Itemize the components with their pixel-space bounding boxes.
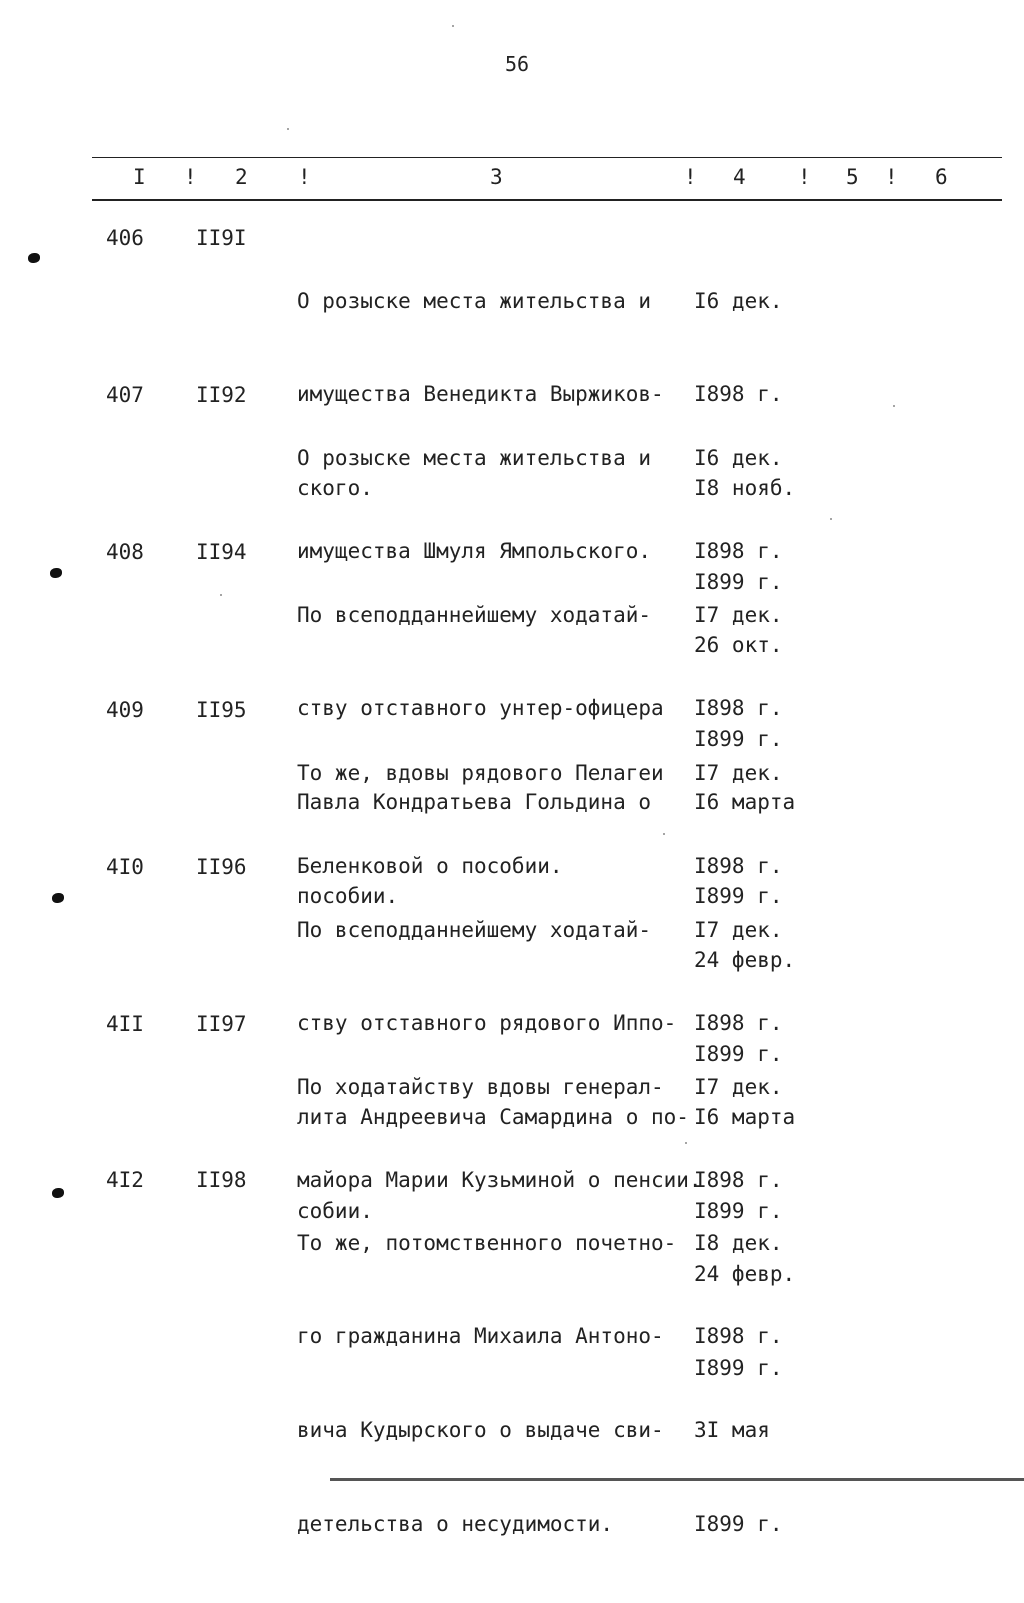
record-number: 4II [106, 1012, 144, 1036]
date-line: I899 г. [694, 1199, 783, 1224]
date-line: I898 г. [694, 696, 783, 721]
title-line: По ходатайству вдовы генерал- [297, 1074, 664, 1099]
header-col-2: 2 [235, 165, 248, 189]
title-line: То же, потомственного почетно- [297, 1230, 677, 1255]
date-line: I899 г. [694, 570, 783, 595]
record-number: 409 [106, 698, 144, 722]
punch-hole-mark [28, 253, 40, 263]
title-line: ству отставного унтер-офицера [297, 696, 664, 721]
title-line: го гражданина Михаила Антоно- [297, 1324, 664, 1349]
case-number: II9I [196, 226, 247, 250]
scan-speck [830, 518, 832, 520]
date-line: I898 г. [694, 1011, 783, 1036]
title-line: По всеподданнейшему ходатай- [297, 917, 652, 942]
title-line: вича Кудырского о выдаче сви- [297, 1418, 664, 1443]
title-line: По всеподданнейшему ходатай- [297, 602, 652, 627]
date-line: I898 г. [694, 854, 783, 879]
title-line: лита Андреевича Самардина о по- [297, 1105, 689, 1130]
record-number: 4I2 [106, 1168, 144, 1192]
record-number: 406 [106, 226, 144, 250]
date-line: I899 г. [694, 1356, 783, 1381]
date-line: I899 г. [694, 1512, 783, 1537]
date-line: 26 окт. [694, 633, 783, 658]
date-line: I7 дек. [694, 760, 783, 785]
record-number: 4I0 [106, 855, 144, 879]
title-line: О розыске места жительства и [297, 445, 652, 470]
scan-speck [220, 594, 222, 596]
header-col-3: 3 [490, 165, 503, 189]
date-line: I7 дек. [694, 917, 783, 942]
header-separator: ! [885, 165, 898, 189]
title-line: детельства о несудимости. [297, 1512, 614, 1537]
header-top-rule [92, 157, 1002, 158]
record-title [297, 1165, 676, 1603]
date-line: 24 февр. [694, 948, 796, 973]
case-number: II97 [196, 1012, 247, 1036]
header-col-4: 4 [733, 165, 746, 189]
record-number: 408 [106, 540, 144, 564]
title-line: пособии. [297, 884, 399, 909]
case-number: II92 [196, 383, 247, 407]
date-line: 3I мая [694, 1418, 770, 1443]
case-number: II96 [196, 855, 247, 879]
title-line: Беленковой о пособии. [297, 854, 563, 879]
case-number: II94 [196, 540, 247, 564]
title-line: имущества Шмуля Ямпольского. [297, 539, 652, 564]
scan-speck [452, 25, 454, 27]
column-header-row [0, 165, 1024, 191]
scan-speck [893, 405, 895, 407]
date-line: I6 дек. [694, 445, 783, 470]
date-line: I899 г. [694, 727, 783, 752]
case-number: II98 [196, 1168, 247, 1192]
date-line: I7 дек. [694, 602, 783, 627]
date-line: I6 марта [694, 790, 796, 815]
title-line: ского. [297, 476, 373, 501]
date-line: I899 г. [694, 884, 783, 909]
scan-speck [287, 128, 289, 130]
date-line: I8 дек. [694, 1230, 783, 1255]
record-number: 407 [106, 383, 144, 407]
date-line: I6 марта [694, 1105, 796, 1130]
title-line: майора Марии Кузьминой о пенсии. [297, 1168, 702, 1193]
date-line: I8 нояб. [694, 476, 796, 501]
date-line: I898 г. [694, 539, 783, 564]
title-line: О розыске места жительства и [297, 288, 652, 313]
date-line: 24 февр. [694, 1262, 796, 1287]
page-number: 56 [504, 52, 530, 76]
date-line: I6 дек. [694, 288, 783, 313]
header-col-6: 6 [935, 165, 948, 189]
header-separator: ! [298, 165, 311, 189]
punch-hole-mark [52, 893, 64, 903]
date-line: I898 г. [694, 382, 783, 407]
date-line: I7 дек. [694, 1074, 783, 1099]
punch-hole-mark [50, 568, 62, 578]
header-col-5: 5 [846, 165, 859, 189]
date-line: I898 г. [694, 1324, 783, 1349]
title-line: То же, вдовы рядового Пелагеи [297, 760, 664, 785]
title-line: Павла Кондратьева Гольдина о [297, 790, 652, 815]
header-col-1: I [133, 165, 146, 189]
title-line: ству отставного рядового Иппо- [297, 1011, 677, 1036]
title-line: имущества Венедикта Выржиков- [297, 382, 664, 407]
scan-speck [685, 1142, 687, 1144]
scan-speck [663, 833, 665, 835]
header-separator: ! [184, 165, 197, 189]
header-separator: ! [798, 165, 811, 189]
date-line: I899 г. [694, 1042, 783, 1067]
header-bottom-rule [92, 199, 1002, 201]
title-line: собии. [297, 1199, 373, 1224]
record-dates [694, 1165, 783, 1603]
bottom-edge-rule [330, 1478, 1024, 1481]
punch-hole-mark [52, 1188, 64, 1198]
case-number: II95 [196, 698, 247, 722]
date-line: I898 г. [694, 1168, 783, 1193]
header-separator: ! [684, 165, 697, 189]
